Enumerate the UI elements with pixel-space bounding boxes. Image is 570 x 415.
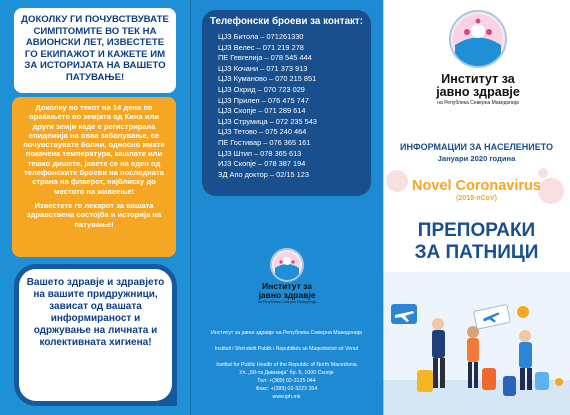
contact-line: ПЕ Гевгелија – 078 545 444 [218, 53, 312, 63]
logo-subtitle: на Република Северна Македонија [257, 300, 317, 304]
logo-emblem-icon [449, 10, 507, 68]
panel-middle [190, 0, 383, 415]
logo-name-line1: Институт за [262, 281, 312, 291]
contact-line: ЦЈЗ Битола – 071261330 [218, 32, 304, 41]
recommendations-line2: ЗА ПАТНИЦИ [414, 242, 539, 263]
institute-logo [252, 248, 322, 305]
contact-line: ЦЈЗ Прилеп – 076 475 747 [218, 95, 309, 105]
logo-emblem-icon [270, 248, 304, 282]
institute-address: Ул. „50-та Дивизија“ бр. 6, 1000 Скопје [239, 370, 334, 376]
contact-line: ЦЈЗ Охрид – 070 723 029 [218, 84, 305, 94]
info-date: Јануари 2020 година [437, 154, 516, 163]
contact-line: ЦЈЗ Кочани – 071 373 913 [218, 63, 308, 73]
health-speech-bubble [14, 264, 177, 406]
recommendations-heading [383, 220, 570, 264]
contact-line: ИЈЗ Скопје – 078 387 194 [218, 159, 306, 169]
fourteen-days-text: Доколку во текот на 14 дена по враќањето во земјата од Кина или други земји каде е регистрирана епидемија на оваа заболување, се почувствувате болни, односно имате покачена температура, кашлате или тешко дишете, јавете се на еден од телефонските броеви на последната страна на флаерот, најблиску до местото на живеење! [23, 103, 165, 196]
contacts-title: Телефонски броеви за контакт: [210, 16, 363, 27]
contact-line: ЦЈЗ Велес – 071 219 278 [218, 42, 304, 52]
airport-travelers-illustration [383, 272, 570, 415]
institute-name-al: Instituti i Shëndetit Publik i Republikës së Maqedonisë së Veriut [214, 346, 359, 352]
contact-line: ЦЈЗ Штип – 078 365 613 [218, 148, 302, 158]
contact-line: ЗД Апо доктор – 02/15 123 [218, 169, 309, 179]
institute-logo-large [423, 10, 533, 107]
info-title: ИНФОРМАЦИИ ЗА НАСЕЛЕНИЕТО [399, 142, 554, 152]
fourteen-days-notice-box [12, 97, 176, 257]
contact-line: ЦЈЗ Тетово – 075 240 464 [218, 127, 307, 137]
contact-line: ЦЈЗ Куманово – 070 215 851 [218, 74, 317, 84]
health-bubble-text: Вашето здравје и здравјето на вашите придружници, зависат од вашата информираност и одржување на личната и колективната хигиена! [26, 277, 165, 348]
contacts-list [210, 32, 363, 180]
institute-name-mk: Институт за јавно здравје на Република Северна Македонија [211, 330, 362, 336]
speech-bubble-tail [159, 388, 177, 406]
fold-line [190, 0, 191, 415]
panel-left [0, 0, 190, 415]
symptoms-notice-box [14, 8, 176, 93]
contact-line: ПЕ Гостивар – 076 365 161 [218, 137, 311, 147]
logo-name-line2: јавно здравје [258, 290, 316, 300]
panel-right [383, 0, 570, 415]
recommendations-line1: ПРЕПОРАКИ [417, 220, 536, 241]
institute-fax: Факс: +(389) 02-3223 354 [255, 386, 318, 392]
contacts-box [202, 10, 371, 196]
inform-doctor-text: Известете го лекарот за вашата здравствена состојба и историја на патување! [26, 200, 162, 229]
contact-line: ЦЈЗ Струмица – 072 235 543 [218, 116, 317, 126]
fold-line [383, 0, 384, 415]
logo-name-line2: јавно здравје [436, 85, 520, 99]
symptoms-notice-text: ДОКОЛКУ ГИ ПОЧУВСТВУВАТЕ СИМПТОМИТЕ ВО ТЕК НА АВИОНСКИ ЛЕТ, ИЗВЕСТЕТЕ ГО ЕКИПАЖОТ И КАЖЕТЕ ИМ ЗА ИСТОРИЈАТА НА ВАШЕТО ПАТУВАЊЕ! [21, 14, 169, 83]
contact-line: ЦЈЗ Скопје – 071 289 614 [218, 106, 306, 116]
institute-name-en: Institut for Public Health of the Republic of North Macedonia [216, 362, 357, 368]
novel-coronavirus-title: Novel Coronavirus [412, 178, 541, 194]
logo-subtitle: на Република Северна Македонија [437, 100, 519, 106]
institute-website: www.iph.mk [272, 394, 301, 400]
logo-name-line1: Институт за [441, 72, 515, 86]
institute-phone: Тел: +(389) 02-3125 044 [257, 378, 316, 384]
ncov-label: (2019-nCoV) [456, 195, 497, 202]
